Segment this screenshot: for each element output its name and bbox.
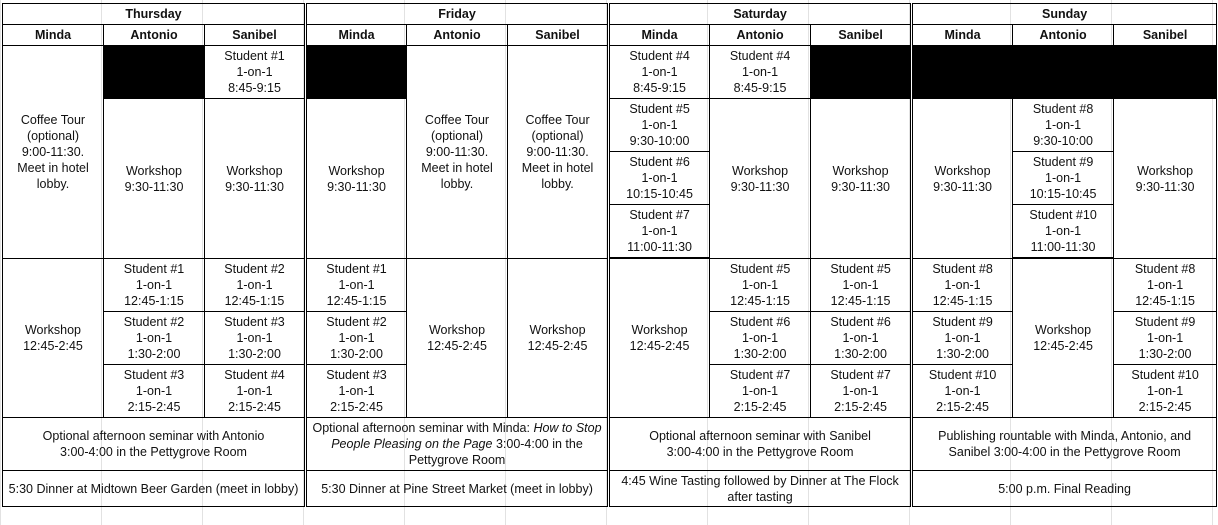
sat-antonio-student-4[interactable]: Student #4 1-on-1 8:45-9:15 xyxy=(710,46,811,99)
day-header-thursday[interactable]: Thursday xyxy=(3,4,306,25)
sun-minda-student-8[interactable]: Student #8 1-on-1 12:45-1:15 xyxy=(912,259,1013,312)
col-antonio[interactable]: Antonio xyxy=(104,25,205,46)
col-minda[interactable]: Minda xyxy=(609,25,710,46)
sat-seminar[interactable]: Optional afternoon seminar with Sanibel 3:00-4:00 in the Pettygrove Room xyxy=(609,418,912,471)
fri-sanibel-workshop[interactable]: Workshop 12:45-2:45 xyxy=(508,259,609,418)
table-row xyxy=(3,99,1217,152)
thu-dinner[interactable]: 5:30 Dinner at Midtown Beer Garden (meet in lobby) xyxy=(3,471,306,507)
sat-antonio-student-6[interactable]: Student #6 1-on-1 1:30-2:00 xyxy=(710,312,811,365)
blocked-cell[interactable] xyxy=(306,46,407,99)
fri-minda-workshop[interactable]: Workshop 9:30-11:30 xyxy=(306,99,407,259)
sat-antonio-student-7[interactable]: Student #7 1-on-1 2:15-2:45 xyxy=(710,365,811,418)
blocked-cell[interactable] xyxy=(1114,46,1217,99)
thu-sanibel-student-3[interactable]: Student #3 1-on-1 1:30-2:00 xyxy=(205,312,306,365)
thu-sanibel-workshop[interactable]: Workshop 9:30-11:30 xyxy=(205,99,306,259)
sat-sanibel-student-5[interactable]: Student #5 1-on-1 12:45-1:15 xyxy=(811,259,912,312)
thu-antonio-workshop[interactable]: Workshop 9:30-11:30 xyxy=(104,99,205,259)
sun-antonio-student-10[interactable]: Student #10 1-on-1 11:00-11:30 xyxy=(1013,205,1114,258)
sat-antonio-student-5[interactable]: Student #5 1-on-1 12:45-1:15 xyxy=(710,259,811,312)
sat-sanibel-workshop[interactable]: Workshop 9:30-11:30 xyxy=(811,99,912,259)
day-header-saturday[interactable]: Saturday xyxy=(609,4,912,25)
sun-minda-student-10[interactable]: Student #10 1-on-1 2:15-2:45 xyxy=(912,365,1013,418)
fri-seminar[interactable] xyxy=(306,418,609,471)
thu-seminar[interactable]: Optional afternoon seminar with Antonio 3:00-4:00 in the Pettygrove Room xyxy=(3,418,306,471)
sun-sanibel-workshop[interactable]: Workshop 9:30-11:30 xyxy=(1114,99,1217,259)
fri-seminar-suffix: 3:00-4:00 in the Pettygrove Room xyxy=(408,437,583,467)
fri-seminar-title: How to Stop People Pleasing on the Page xyxy=(331,421,602,451)
col-minda[interactable]: Minda xyxy=(3,25,104,46)
fri-antonio-coffee-tour[interactable]: Coffee Tour (optional) 9:00-11:30. Meet in hotel lobby. xyxy=(407,46,508,259)
col-antonio[interactable]: Antonio xyxy=(1013,25,1114,46)
thu-antonio-student-2[interactable]: Student #2 1-on-1 1:30-2:00 xyxy=(104,312,205,365)
fri-minda-student-2[interactable]: Student #2 1-on-1 1:30-2:00 xyxy=(306,312,407,365)
day-header-row xyxy=(3,4,1217,25)
seminar-row xyxy=(3,418,1217,471)
sat-antonio-workshop[interactable]: Workshop 9:30-11:30 xyxy=(710,99,811,259)
col-minda[interactable]: Minda xyxy=(912,25,1013,46)
col-antonio[interactable]: Antonio xyxy=(710,25,811,46)
table-row xyxy=(3,46,1217,99)
thu-antonio-student-1[interactable]: Student #1 1-on-1 12:45-1:15 xyxy=(104,259,205,312)
sat-sanibel-student-7[interactable]: Student #7 1-on-1 2:15-2:45 xyxy=(811,365,912,418)
sat-minda-workshop[interactable]: Workshop 12:45-2:45 xyxy=(609,259,710,418)
table-row xyxy=(3,259,1217,312)
thu-minda-workshop[interactable]: Workshop 12:45-2:45 xyxy=(3,259,104,418)
fri-minda-student-1[interactable]: Student #1 1-on-1 12:45-1:15 xyxy=(306,259,407,312)
thu-antonio-student-3[interactable]: Student #3 1-on-1 2:15-2:45 xyxy=(104,365,205,418)
fri-minda-student-3[interactable]: Student #3 1-on-1 2:15-2:45 xyxy=(306,365,407,418)
fri-dinner[interactable]: 5:30 Dinner at Pine Street Market (meet in lobby) xyxy=(306,471,609,507)
thu-sanibel-student-4[interactable]: Student #4 1-on-1 2:15-2:45 xyxy=(205,365,306,418)
day-header-sunday[interactable]: Sunday xyxy=(912,4,1217,25)
sun-seminar[interactable]: Publishing rountable with Minda, Antonio, and Sanibel 3:00-4:00 in the Pettygrove Room xyxy=(912,418,1217,471)
col-minda[interactable]: Minda xyxy=(306,25,407,46)
sat-dinner[interactable]: 4:45 Wine Tasting followed by Dinner at The Flock after tasting xyxy=(609,471,912,507)
sat-minda-student-7[interactable]: Student #7 1-on-1 11:00-11:30 xyxy=(609,205,710,258)
dinner-row xyxy=(3,471,1217,507)
blocked-cell[interactable] xyxy=(811,46,912,99)
col-sanibel[interactable]: Sanibel xyxy=(811,25,912,46)
sun-antonio-student-9[interactable]: Student #9 1-on-1 10:15-10:45 xyxy=(1013,152,1114,205)
sun-minda-student-9[interactable]: Student #9 1-on-1 1:30-2:00 xyxy=(912,312,1013,365)
sun-dinner[interactable]: 5:00 p.m. Final Reading xyxy=(912,471,1217,507)
thu-sanibel-student-2[interactable]: Student #2 1-on-1 12:45-1:15 xyxy=(205,259,306,312)
sat-minda-student-4[interactable]: Student #4 1-on-1 8:45-9:15 xyxy=(609,46,710,99)
blocked-cell[interactable] xyxy=(912,46,1013,99)
sat-sanibel-student-6[interactable]: Student #6 1-on-1 1:30-2:00 xyxy=(811,312,912,365)
sun-sanibel-student-9[interactable]: Student #9 1-on-1 1:30-2:00 xyxy=(1114,312,1217,365)
blocked-cell[interactable] xyxy=(104,46,205,99)
instructor-header-row xyxy=(3,25,1217,46)
sun-sanibel-student-10[interactable]: Student #10 1-on-1 2:15-2:45 xyxy=(1114,365,1217,418)
col-sanibel[interactable]: Sanibel xyxy=(205,25,306,46)
schedule-table xyxy=(2,3,1217,507)
fri-seminar-prefix: Optional afternoon seminar with Minda: xyxy=(312,421,534,435)
sun-antonio-workshop[interactable]: Workshop 12:45-2:45 xyxy=(1013,259,1114,418)
sun-minda-workshop[interactable]: Workshop 9:30-11:30 xyxy=(912,99,1013,259)
fri-antonio-workshop[interactable]: Workshop 12:45-2:45 xyxy=(407,259,508,418)
thu-sanibel-student-1[interactable]: Student #1 1-on-1 8:45-9:15 xyxy=(205,46,306,99)
fri-sanibel-coffee-tour[interactable]: Coffee Tour (optional) 9:00-11:30. Meet in hotel lobby. xyxy=(508,46,609,259)
col-sanibel[interactable]: Sanibel xyxy=(508,25,609,46)
col-sanibel[interactable]: Sanibel xyxy=(1114,25,1217,46)
blocked-cell[interactable] xyxy=(1013,46,1114,99)
sat-minda-student-5[interactable]: Student #5 1-on-1 9:30-10:00 xyxy=(609,99,710,152)
sun-antonio-student-8[interactable]: Student #8 1-on-1 9:30-10:00 xyxy=(1013,99,1114,152)
col-antonio[interactable]: Antonio xyxy=(407,25,508,46)
day-header-friday[interactable]: Friday xyxy=(306,4,609,25)
sat-minda-student-6[interactable]: Student #6 1-on-1 10:15-10:45 xyxy=(609,152,710,205)
sun-sanibel-student-8[interactable]: Student #8 1-on-1 12:45-1:15 xyxy=(1114,259,1217,312)
thu-minda-coffee-tour[interactable]: Coffee Tour (optional) 9:00-11:30. Meet in hotel lobby. xyxy=(3,46,104,259)
